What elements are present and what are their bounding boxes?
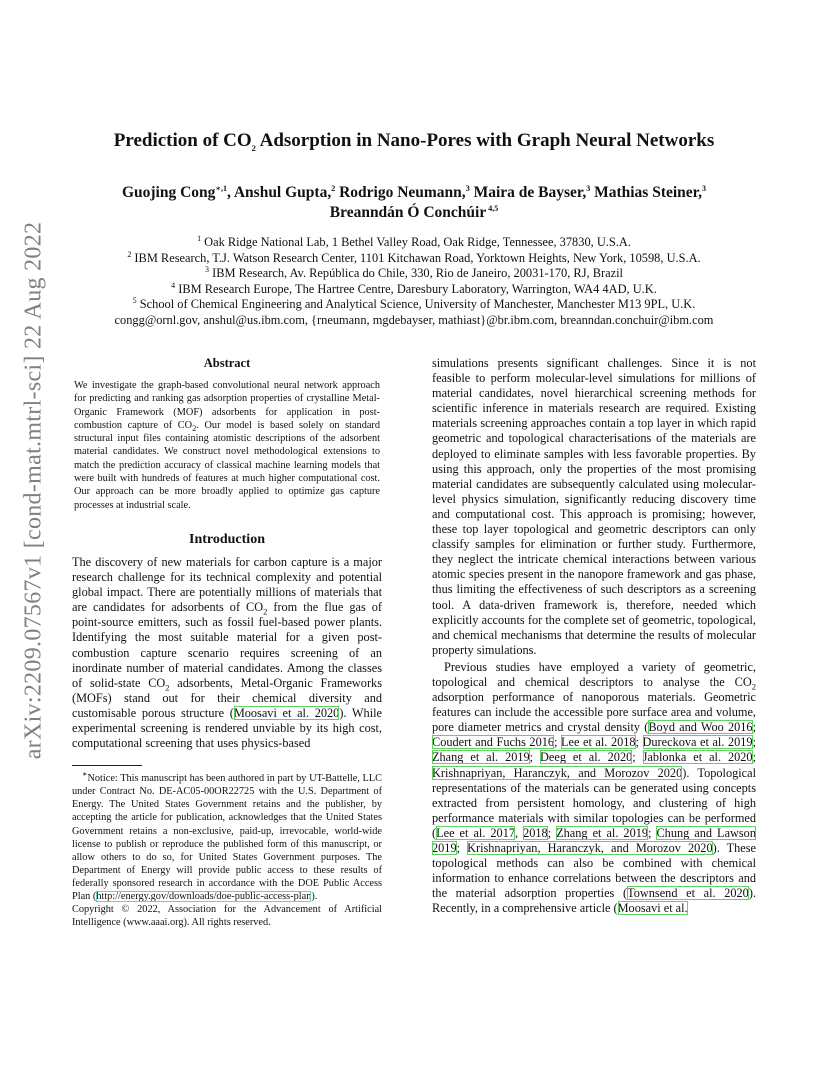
citation-link[interactable]: Deeg et al. 2020 <box>540 750 633 765</box>
citation-link[interactable]: Moosavi et al. <box>617 901 688 916</box>
affiliations <box>60 235 768 328</box>
affiliation-line: $^3$ IBM Research, Av. República do Chile, 330, Rio de Janeiro, 20031-170, RJ, Brazil <box>205 264 623 280</box>
paper-title: Prediction of $CO_2$ Adsorption in Nano-Pores with Graph Neural Networks <box>113 130 715 153</box>
intro-paragraph-1-continued: simulations presents significant challenges. Since it is not feasible to perform molecular-level simulations for millions of material candidates, novel hierarchical screening methods for scientific inference in materials research are required. Existing materials screening approaches contain a top layer in which rapid geometric and topological characterisations of the materials are deployed to eliminate samples with less favorable properties. By using this approach, only the properties of the most promising material candidates are subsequently calculated using molecular-level physics simulation, significantly reducing discovery time and computational cost. This approach is promising; however, these top layer topological and geometric descriptors can only classify samples for elimination or further study. Furthermore, they neglect the intricate chemical interactions between various atomic species present in the nanopore framework and gas phase, thus limiting the effectiveness of such descriptors as a screening tool. A data-driven framework is, therefore, needed which explicitly accounts for the complete set of geometric, topological, and chemical mechanisms that determine the results of molecular property simulations. <box>432 356 756 657</box>
introduction-heading: Introduction <box>189 531 265 547</box>
intro-paragraph-1: The discovery of new materials for carbon capture is a major research challenge for its technical complexity and potential global impact. There are potentially millions of materials that are candidates for adsorbents of $CO_2$ from the flue gas of point-source emitters, such as fossil fuel-based power plants. Identifying the most suitable material for a given post-combustion capture scenario requires screening of an inordinate number of material candidates. Among the classes of solid-state $CO_2$ adsorbents, Metal-Organic Frameworks (MOFs) stand out for their chemical diversity and customisable porous structure (Moosavi et al. 2020). While experimental screening is rendered unviable by its high cost, computational screening that uses physics-based <box>72 554 382 751</box>
arxiv-identifier: arXiv:2209.07567v1 [cond-mat.mtrl-sci] 22 Aug 2022 <box>20 221 47 759</box>
citation-link[interactable]: Krishnapriyan, Haranczyk, and Morozov 2020 <box>432 765 683 780</box>
citation-link[interactable]: Krishnapriyan, Haranczyk, and Morozov 2020 <box>467 841 713 855</box>
author-emails: congg@ornl.gov, anshul@us.ibm.com, {rneumann, mgdebayser, mathiast}@br.ibm.com, breanndan.conchuir@ibm.com <box>114 312 714 327</box>
affiliation-line: $^4$ IBM Research Europe, The Hartree Centre, Daresbury Laboratory, Warrington, WA4 4AD, U.K. <box>171 280 657 296</box>
doe-plan-link[interactable]: http://energy.gov/downloads/doe-public-access-plan <box>96 891 312 903</box>
citation-link[interactable]: Dureckova et al. 2019 <box>642 735 753 750</box>
intro-paragraph-2: Previous studies have employed a variety of geometric, topological and chemical descriptors to analyse the $CO_2$ adsorption performance of nanoporous materials. Geometric features can include the accessible pore surface area and volume, pore diameter metrics and crystal density (Boyd and Woo 2016; Coudert and Fuchs 2016; Lee et al. 2018; Dureckova et al. 2019; Zhang et al. 2019; Deeg et al. 2020; Jablonka et al. 2020; Krishnapriyan, Haranczyk, and Morozov 2020). Topological representations of the materials can be generated using concepts extracted from persistent homology, and clustering of high performance materials with similar topologies can be performed (Lee et al. 2017, 2018; Zhang et al. 2019; Chung and Lawson 2019; Krishnapriyan, Haranczyk, and Morozov 2020). These topological methods can also be combined with chemical information to enhance correlations between the descriptors and the material adsorption properties (Townsend et al. 2020). Recently, in a comprehensive article (Moosavi et al. <box>432 659 757 916</box>
affiliation-line: $^2$ IBM Research, T.J. Watson Research Center, 1101 Kitchawan Road, Yorktown Heights, New York, 10598, U.S.A. <box>127 249 701 265</box>
copyright-notice: Copyright © 2022, Association for the Advancement of Artificial Intelligence (www.aaai.org). All rights reserved. <box>72 904 382 929</box>
citation-link[interactable]: Lee et al. 2018 <box>561 735 636 750</box>
right-column <box>432 356 756 916</box>
left-column <box>72 356 382 929</box>
affiliation-line: $^1$ Oak Ridge National Lab, 1 Bethel Valley Road, Oak Ridge, Tennessee, 37830, U.S.A. <box>197 233 631 249</box>
footnote-notice: ∗Notice: This manuscript has been authored in part by UT-Battelle, LLC under Contract No. DE-AC05-00OR22725 with the U.S. Department of Energy. The United States Government retains and the publisher, by accepting the article for publication, acknowledges that the United States Government retains a non-exclusive, paid-up, irrevocable, world-wide license to publish or reproduce the published form of this manuscript, or allow others to do so, for United States Government purposes. The Department of Energy will provide public access to these results of federally sponsored research in accordance with the DOE Public Access Plan (http://energy.gov/downloads/doe-public-access-plan). <box>72 769 382 903</box>
citation-link[interactable]: Townsend et al. 2020 <box>627 886 749 901</box>
abstract-heading: Abstract <box>203 356 251 370</box>
citation-link[interactable]: Boyd and Woo 2016 <box>648 720 753 735</box>
affiliation-line: $^5$ School of Chemical Engineering and Analytical Science, University of Manchester, Manchester M13 9PL, U.K. <box>132 295 696 311</box>
citation-link[interactable]: Chung and Lawson 2019 <box>432 825 756 855</box>
citation-link[interactable]: Lee et al. 2017 <box>436 825 516 840</box>
citation-link[interactable]: Zhang et al. 2019 <box>556 825 649 840</box>
arxiv-stamp <box>14 200 54 780</box>
citation-link[interactable]: Coudert and Fuchs 2016 <box>432 735 555 750</box>
citation-link[interactable]: 2018 <box>523 825 548 840</box>
abstract-text: We investigate the graph-based convolutional neural network approach for predicting and ranking gas adsorption properties of crystalline Metal-Organic Framework (MOF) adsorbents for application in post-combustion capture of $CO_2$. Our model is based solely on standard structural input files containing atomistic descriptions of the adsorbent material candidates. We construct novel methodological extensions to match the prediction accuracy of classical machine learning models that were built with hundreds of features at much higher computational cost. Our approach can be more broadly applied to optimize gas capture processes at industrial scale. <box>74 380 380 511</box>
citation-link[interactable]: Zhang et al. 2019 <box>432 750 530 765</box>
citation-link[interactable]: Jablonka et al. 2020 <box>642 750 753 765</box>
author-list: Guojing Cong$^{∗,1}$, Anshul Gupta,$^2$ Rodrigo Neumann,$^3$ Maira de Bayser,$^3$ Mathias Steiner,$^3$ Breanndán Ó Conchúir $^{4,5}$ <box>121 183 707 221</box>
citation-link[interactable]: Moosavi et al. 2020 <box>233 705 340 720</box>
footnote-rule <box>72 765 142 766</box>
